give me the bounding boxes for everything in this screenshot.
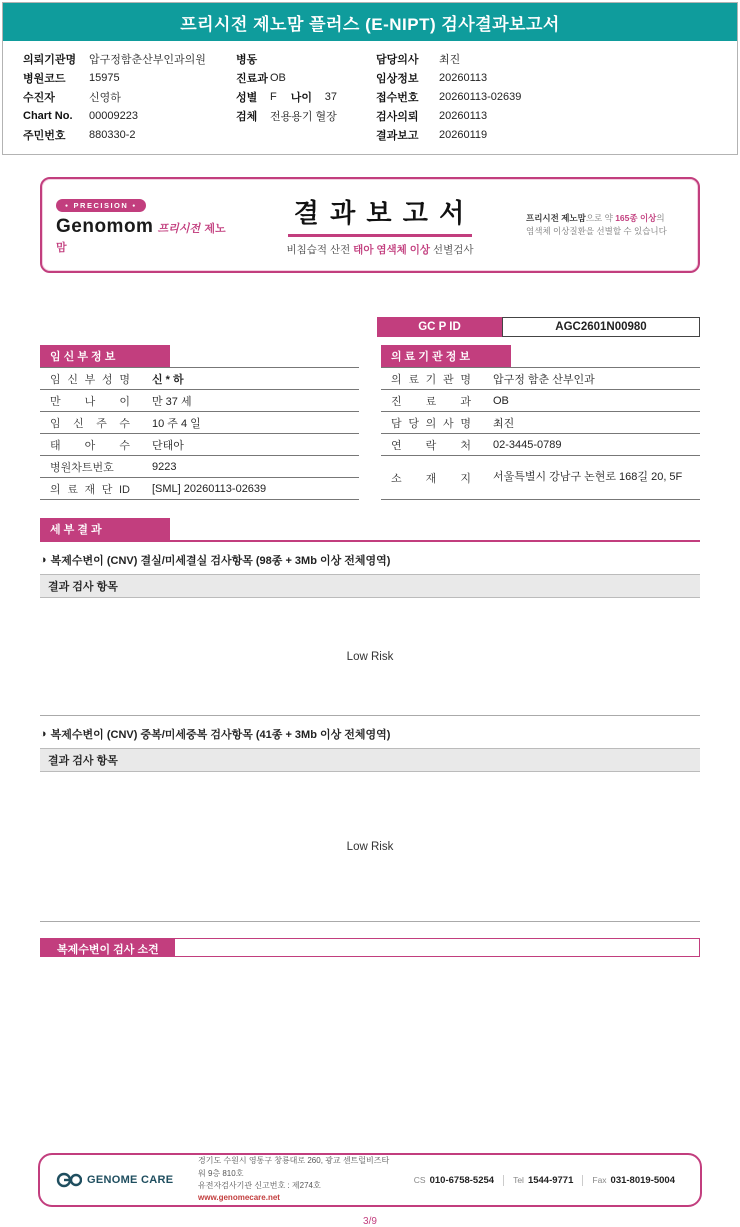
row-value: 02-3445-0789 [493,438,562,451]
info-row [23,106,236,125]
korean-brand-1: 프리시전 [157,222,200,235]
genomom-logo [56,195,234,256]
clinic-info-rows [381,367,700,500]
website-link[interactable]: www.genomecare.net [198,1193,280,1203]
row-label: 임 신 주 수 [50,417,130,430]
row-value: 신 * 하 [152,373,184,386]
row-value: 만 37 세 [152,395,192,408]
table-row [381,456,700,500]
info-row [23,125,236,144]
cnv-heading [40,552,700,568]
subtitle-highlight: 태아 염색체 이상 [353,244,431,256]
fax-number: 031-8019-5004 [610,1174,675,1186]
cnv-heading [40,726,700,742]
field-label: 검사의뢰 [376,110,419,123]
result-report-title: 결 과 보 고 서 [288,193,472,237]
risk-result: Low Risk [346,840,394,853]
subtitle-suffix: 선별검사 [430,244,474,256]
korean-brand-2: 제노맘 [56,222,226,254]
gc-pid-label: GC P ID [377,317,502,337]
field-label: 나이 [290,91,312,104]
table-row [381,412,700,434]
info-row [376,68,727,87]
field-label: 병원코드 [23,72,66,85]
field-value: 37 [324,90,337,103]
field-label: 의뢰기관명 [23,53,77,66]
genomom-wordmark [56,216,234,256]
info-row [376,106,727,125]
info-row [236,106,376,125]
report-subtitle [286,242,473,257]
field-value: 신영하 [89,91,121,104]
table-row [381,368,700,390]
result-items-header: 결과 검사 항목 [40,574,700,598]
tagline-mid: 으로 약 [585,212,616,223]
info-row [376,49,727,68]
info-row [236,49,376,68]
tagline-suffix: 의 [656,212,665,223]
fax-contact [582,1175,684,1186]
cnv-deletion-block [40,552,700,716]
field-label: 성별 [236,91,258,104]
tel-contact [503,1175,582,1186]
info-row [23,49,236,68]
footer-address [198,1155,391,1205]
info-row [236,68,376,87]
field-value: 전용용기 혈장 [270,110,337,123]
half-circle-icon: ◑ [40,728,47,740]
precision-badge: ● PRECISION ● [56,199,146,212]
footer-contacts [405,1175,684,1186]
field-label: 담당의사 [376,53,419,66]
table-row [40,412,359,434]
page-number: 3/9 [363,1216,377,1227]
field-label: 접수번호 [376,91,419,104]
cnv-heading-text: 복제수변이 (CNV) 중복/미세중복 검사항목 (41종 + 3Mb 이상 전체영역) [50,729,391,741]
opinion-section-label: 복제수변이 검사 소견 [41,939,175,956]
gc-pid-row [40,317,700,337]
table-row [40,390,359,412]
detail-section-head [40,518,700,542]
row-label: 병원차트번호 [50,461,114,474]
footer [38,1153,702,1207]
tel-number: 1544-9771 [527,1174,574,1186]
cnv-heading-text: 복제수변이 (CNV) 결실/미세결실 검사항목 (98종 + 3Mb 이상 전체영역) [50,555,391,567]
patient-info-header [3,41,737,154]
field-label: Chart No. [23,109,73,122]
field-value: 15975 [89,71,120,84]
address-line2: 유전자검사기관 신고번호 : 제274호 [198,1181,321,1190]
row-label: 담 당 의 사 명 [391,417,471,430]
row-label: 의 료 재 단 ID [50,483,130,496]
table-row [40,456,359,478]
report-header [2,2,738,155]
info-column-1 [23,49,236,144]
row-label: 진 료 과 [391,395,471,408]
mother-info-header: 임 신 부 정 보 [40,345,170,367]
gc-logo-icon [56,1172,82,1188]
row-label: 의 료 기 관 명 [391,373,471,386]
field-value: 20260113 [439,71,488,84]
table-row [40,478,359,500]
field-value: F [270,90,277,103]
tagline-bold: 프리시전 제노맘 [526,212,586,223]
cs-label: CS [413,1174,426,1185]
field-label: 임상정보 [376,72,419,85]
result-zone [40,772,700,922]
row-label: 소 재 지 [391,472,471,485]
row-label: 연 락 처 [391,439,471,452]
fax-label: Fax [592,1174,607,1185]
opinion-section-head [40,938,700,957]
field-label: 결과보고 [376,129,419,142]
info-row [376,87,727,106]
tel-label: Tel [513,1174,524,1185]
mother-info-table [40,345,359,500]
row-value: 압구정 함춘 산부인과 [493,373,595,386]
clinic-info-table [381,345,700,500]
field-value: 20260119 [439,128,488,141]
field-value: 압구정함춘산부인과의원 [89,53,206,66]
brand-tagline [526,212,684,238]
opinion-head-rule [175,939,699,956]
tagline-line1 [526,212,684,225]
row-value: 단태아 [152,439,184,452]
row-value: 최진 [493,417,515,430]
row-value: 10 주 4 일 [152,417,201,430]
info-row [23,68,236,87]
mother-info-rows [40,367,359,500]
row-value: 서울특별시 강남구 논현로 168길 20, 5F [493,470,683,483]
info-row [376,125,727,144]
risk-result: Low Risk [346,650,394,663]
cs-contact [405,1175,503,1186]
field-value: OB [270,71,286,84]
info-row [236,87,376,106]
tagline-highlight: 165종 이상 [615,212,657,223]
field-label: 진료과 [236,72,268,85]
tagline-line2: 염색체 이상질환을 선별할 수 있습니다 [526,226,667,236]
page-title: 프리시전 제노맘 플러스 (E-NIPT) 검사결과보고서 [3,3,737,41]
row-label: 임 신 부 성 명 [50,373,130,386]
field-value: 20260113 [439,109,488,122]
cnv-duplication-block [40,726,700,922]
table-row [381,390,700,412]
row-value: 9223 [152,460,177,473]
field-label: 병동 [236,53,258,66]
field-value: 00009223 [89,109,138,122]
row-value: [SML] 20260113-02639 [152,482,267,495]
table-row [40,434,359,456]
detail-section-label: 세 부 결 과 [40,518,170,540]
field-label: 주민번호 [23,129,66,142]
info-column-3 [376,49,727,144]
field-value: 20260113-02639 [439,90,522,103]
report-title-block [234,193,526,257]
row-label: 태 아 수 [50,439,130,452]
cs-number: 010-6758-5254 [429,1174,495,1186]
report-body [0,177,740,1153]
opinion-empty-area [40,957,700,1153]
field-value: 최진 [439,53,461,66]
field-label: 검체 [236,110,258,123]
table-row [40,368,359,390]
result-zone [40,598,700,716]
table-row [381,434,700,456]
gc-pid-value: AGC2601N00980 [502,317,700,337]
row-value: OB [493,394,509,407]
row-label: 만 나 이 [50,395,130,408]
info-row [23,87,236,106]
field-label: 수진자 [23,91,55,104]
half-circle-icon: ◑ [40,554,47,566]
genome-care-wordmark: GENOME CARE [87,1174,174,1186]
result-items-header: 결과 검사 항목 [40,748,700,772]
genomom-text: Genomom [56,215,154,237]
info-column-2 [236,49,376,144]
address-line1: 경기도 수원시 영통구 창룡대로 260, 광교 센트럴비즈타워 9층 810호 [198,1156,390,1178]
field-value: 880330-2 [89,128,136,141]
subtitle-prefix: 비침습적 산전 [286,244,354,256]
brand-header [40,177,700,273]
clinic-info-header: 의 료 기 관 정 보 [381,345,511,367]
info-tables [40,345,700,500]
genome-care-logo [56,1172,184,1188]
